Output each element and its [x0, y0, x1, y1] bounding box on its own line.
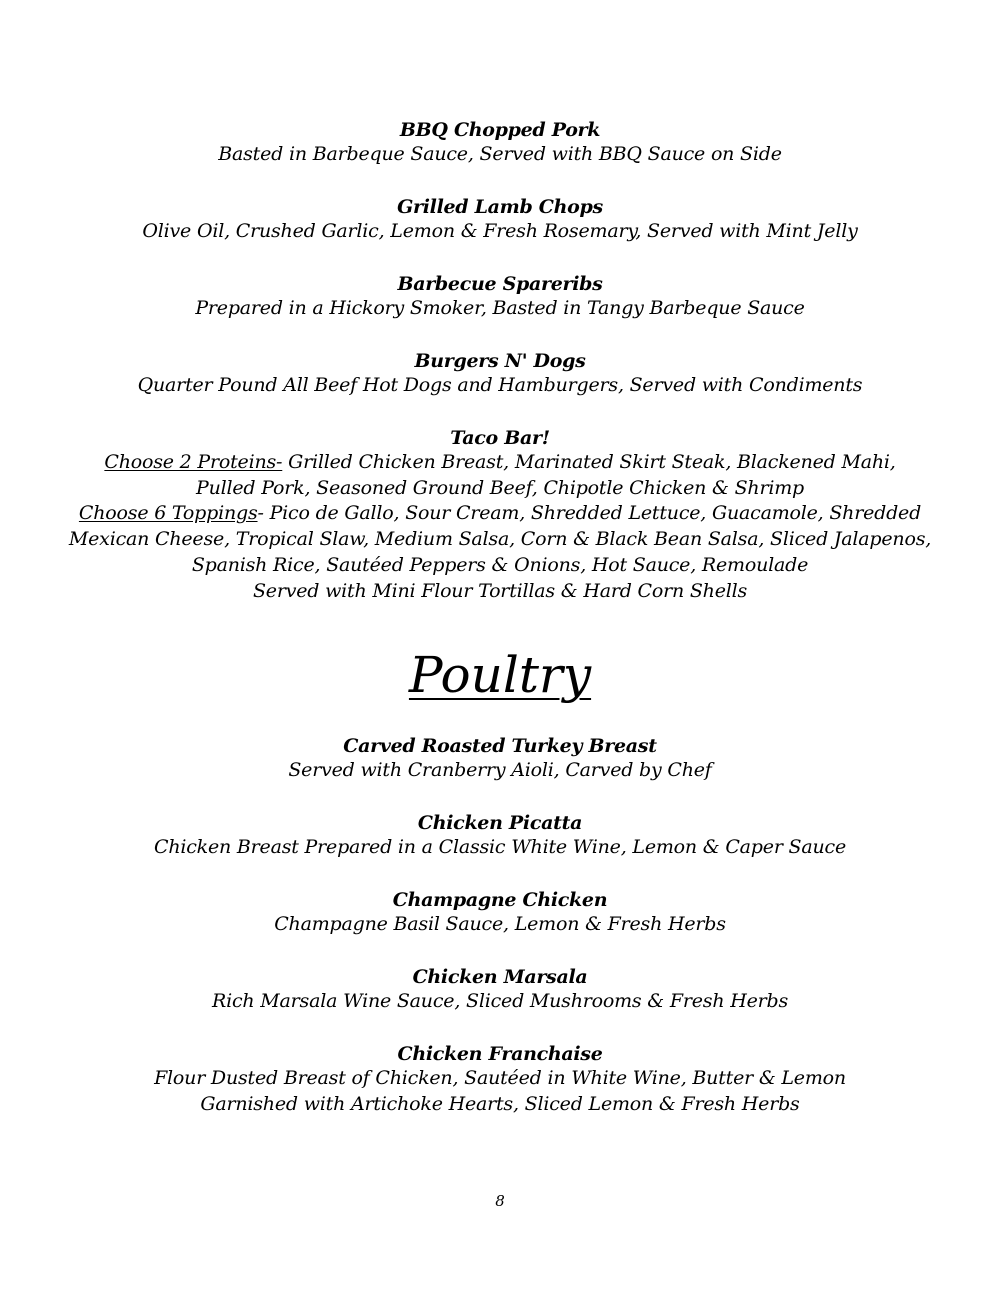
menu-item-title: Taco Bar!: [450, 427, 550, 449]
taco-proteins-line-1: [0, 450, 1000, 476]
menu-item-title: Grilled Lamb Chops: [397, 196, 603, 218]
taco-toppings-line-2: Mexican Cheese, Tropical Slaw, Medium Salsa, Corn & Black Bean Salsa, Sliced Jalapenos,: [68, 528, 932, 551]
menu-item-description: Quarter Pound All Beef Hot Dogs and Hamburgers, Served with Condiments: [137, 374, 863, 396]
menu-item-champagne-chicken: [0, 888, 1000, 938]
taco-toppings-line-1: [0, 501, 1000, 527]
menu-item-title: Carved Roasted Turkey Breast: [343, 735, 657, 757]
menu-item-description: Basted in Barbeque Sauce, Served with BBQ Sauce on Side: [218, 143, 782, 165]
menu-item-burgers-n-dogs: [0, 349, 1000, 399]
menu-item-description: Chicken Breast Prepared in a Classic White Wine, Lemon & Caper Sauce: [153, 836, 847, 858]
menu-item-chicken-marsala: [0, 965, 1000, 1015]
menu-item-title: Champagne Chicken: [392, 889, 608, 911]
menu-item-description: Champagne Basil Sauce, Lemon & Fresh Herbs: [274, 913, 726, 935]
taco-served-line: Served with Mini Flour Tortillas & Hard Corn Shells: [252, 579, 748, 602]
menu-item-chicken-picatta: [0, 811, 1000, 861]
menu-item-title: Chicken Picatta: [417, 812, 583, 834]
proteins-text: Grilled Chicken Breast, Marinated Skirt Steak, Blackened Mahi,: [282, 451, 896, 473]
menu-item-description: Rich Marsala Wine Sauce, Sliced Mushrooms & Fresh Herbs: [211, 990, 789, 1012]
section-heading-poultry: Poultry: [408, 646, 592, 704]
menu-item-bbq-chopped-pork: [0, 118, 1000, 168]
menu-item-chicken-franchaise: [0, 1042, 1000, 1117]
menu-item-taco-bar: [0, 426, 1000, 604]
menu-item-grilled-lamb-chops: [0, 195, 1000, 245]
menu-item-description: Prepared in a Hickory Smoker, Basted in Tangy Barbeque Sauce: [195, 297, 805, 319]
menu-item-barbecue-spareribs: [0, 272, 1000, 322]
menu-item-title: BBQ Chopped Pork: [399, 119, 601, 141]
menu-item-title: Barbecue Spareribs: [397, 273, 603, 295]
taco-proteins-line-2: Pulled Pork, Seasoned Ground Beef, Chipotle Chicken & Shrimp: [196, 476, 804, 499]
taco-toppings-line-3: Spanish Rice, Sautéed Peppers & Onions, Hot Sauce, Remoulade: [191, 553, 809, 576]
toppings-text: - Pico de Gallo, Sour Cream, Shredded Lettuce, Guacamole, Shredded: [257, 502, 922, 525]
menu-item-description: Served with Cranberry Aioli, Carved by Chef: [288, 759, 712, 781]
menu-item-description: Flour Dusted Breast of Chicken, Sautéed in White Wine, Butter & Lemon: [154, 1067, 846, 1089]
proteins-label: Choose 2 Proteins-: [104, 451, 283, 473]
menu-item-title: Burgers N' Dogs: [414, 350, 586, 372]
menu-item-description: Olive Oil, Crushed Garlic, Lemon & Fresh Rosemary, Served with Mint Jelly: [142, 220, 858, 242]
page-number: 8: [495, 1192, 505, 1210]
menu-item-title: Chicken Franchaise: [397, 1043, 603, 1065]
menu-item-carved-roasted-turkey-breast: [0, 734, 1000, 784]
menu-item-title: Chicken Marsala: [412, 966, 588, 988]
menu-item-description: Garnished with Artichoke Hearts, Sliced Lemon & Fresh Herbs: [200, 1092, 800, 1115]
toppings-label: Choose 6 Toppings: [78, 502, 258, 525]
